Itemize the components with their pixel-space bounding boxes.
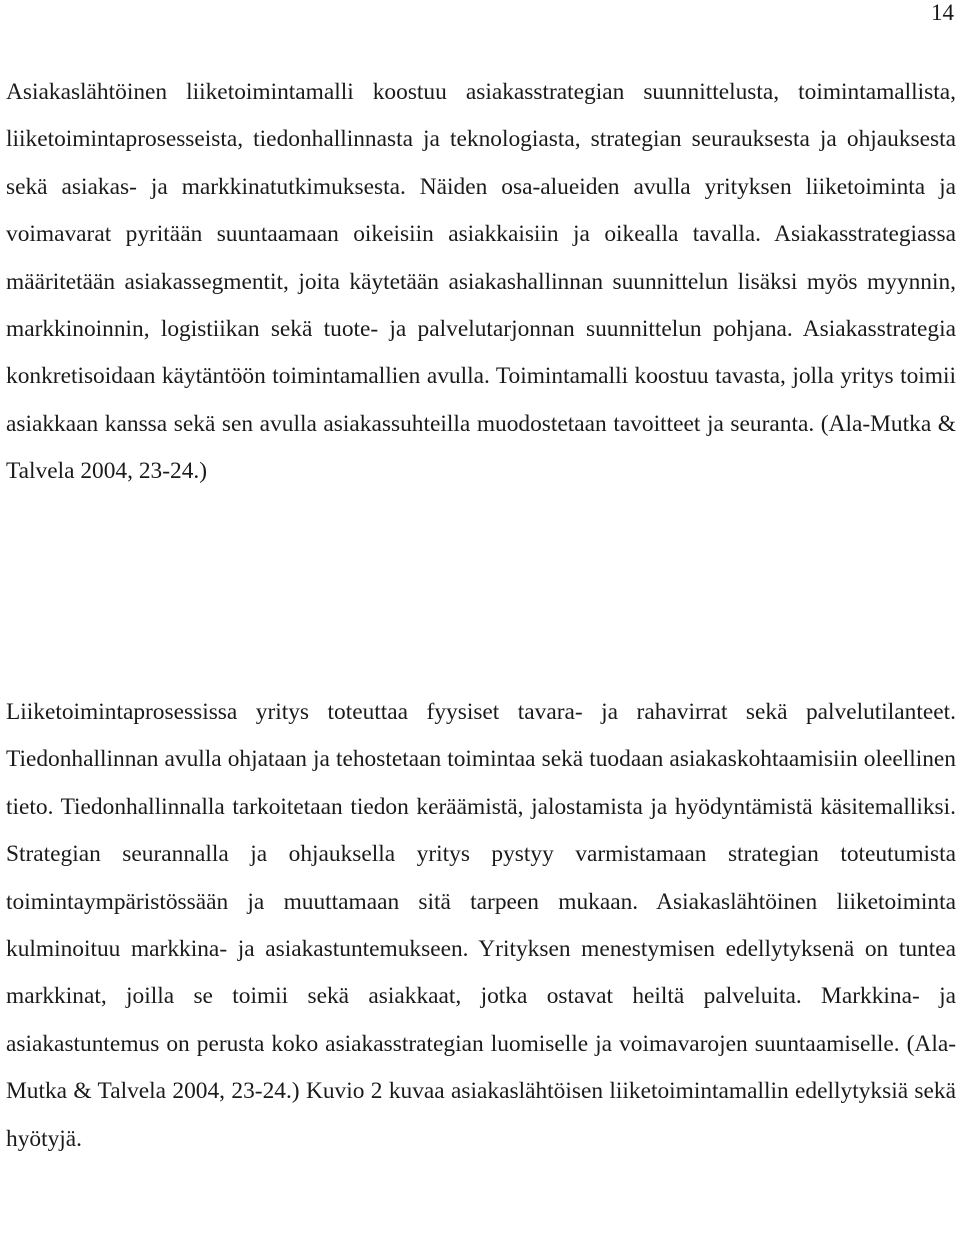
paragraph-2: Liiketoimintaprosessissa yritys toteuttaa fyysiset tavara- ja rahavirrat sekä palvelutilanteet. Tiedonhallinnan avulla ohjataan ja tehostetaan toimintaa sekä tuodaan asiakaskohtaamisiin oleellinen tieto. Tiedonhallinnalla tarkoitetaan tiedon keräämistä, jalostamista ja hyödyntämistä käsitemalliksi. Strategian seurannalla ja ohjauksella yritys pystyy varmistamaan strategian toteutumista toimintaympäristössään ja muuttamaan sitä tarpeen mukaan. Asiakaslähtöinen liiketoiminta kulminoituu markkina- ja asiakastuntemukseen. Yrityksen menestymisen edellytyksenä on tuntea markkinat, joilla se toimii sekä asiakkaat, jotka ostavat heiltä palveluita. Markkina- ja asiakastuntemus on perusta koko asiakasstrategian luomiselle ja voimavarojen suuntaamiselle. (Ala-Mutka & Talvela 2004, 23-24.) Kuvio 2 kuvaa asiakaslähtöisen liiketoimintamallin edellytyksiä sekä hyötyjä. (6, 699, 956, 1152)
paragraph-1: Asiakaslähtöinen liiketoimintamalli koostuu asiakasstrategian suunnittelusta, toimintamallista, liiketoimintaprosesseista, tiedonhallinnasta ja teknologiasta, strategian seurauksesta ja ohjauksesta sekä asiakas- ja markkinatutkimuksesta. Näiden osa-alueiden avulla yrityksen liiketoiminta ja voimavarat pyritään suuntaamaan oikeisiin asiakkaisiin ja oikealla tavalla. Asiakasstrategiassa määritetään asiakassegmentit, joita käytetään asiakashallinnan suunnittelun lisäksi myös myynnin, markkinoinnin, logistiikan sekä tuote- ja palvelutarjonnan suunnittelun pohjana. Asiakasstrategia konkretisoidaan käytäntöön toimintamallien avulla. Toimintamalli koostuu tavasta, jolla yritys toimii asiakkaan kanssa sekä sen avulla asiakassuhteilla muodostetaan tavoitteet ja seuranta. (Ala-Mutka & Talvela 2004, 23-24.) (6, 79, 956, 485)
page-number: 14 (931, 0, 954, 25)
